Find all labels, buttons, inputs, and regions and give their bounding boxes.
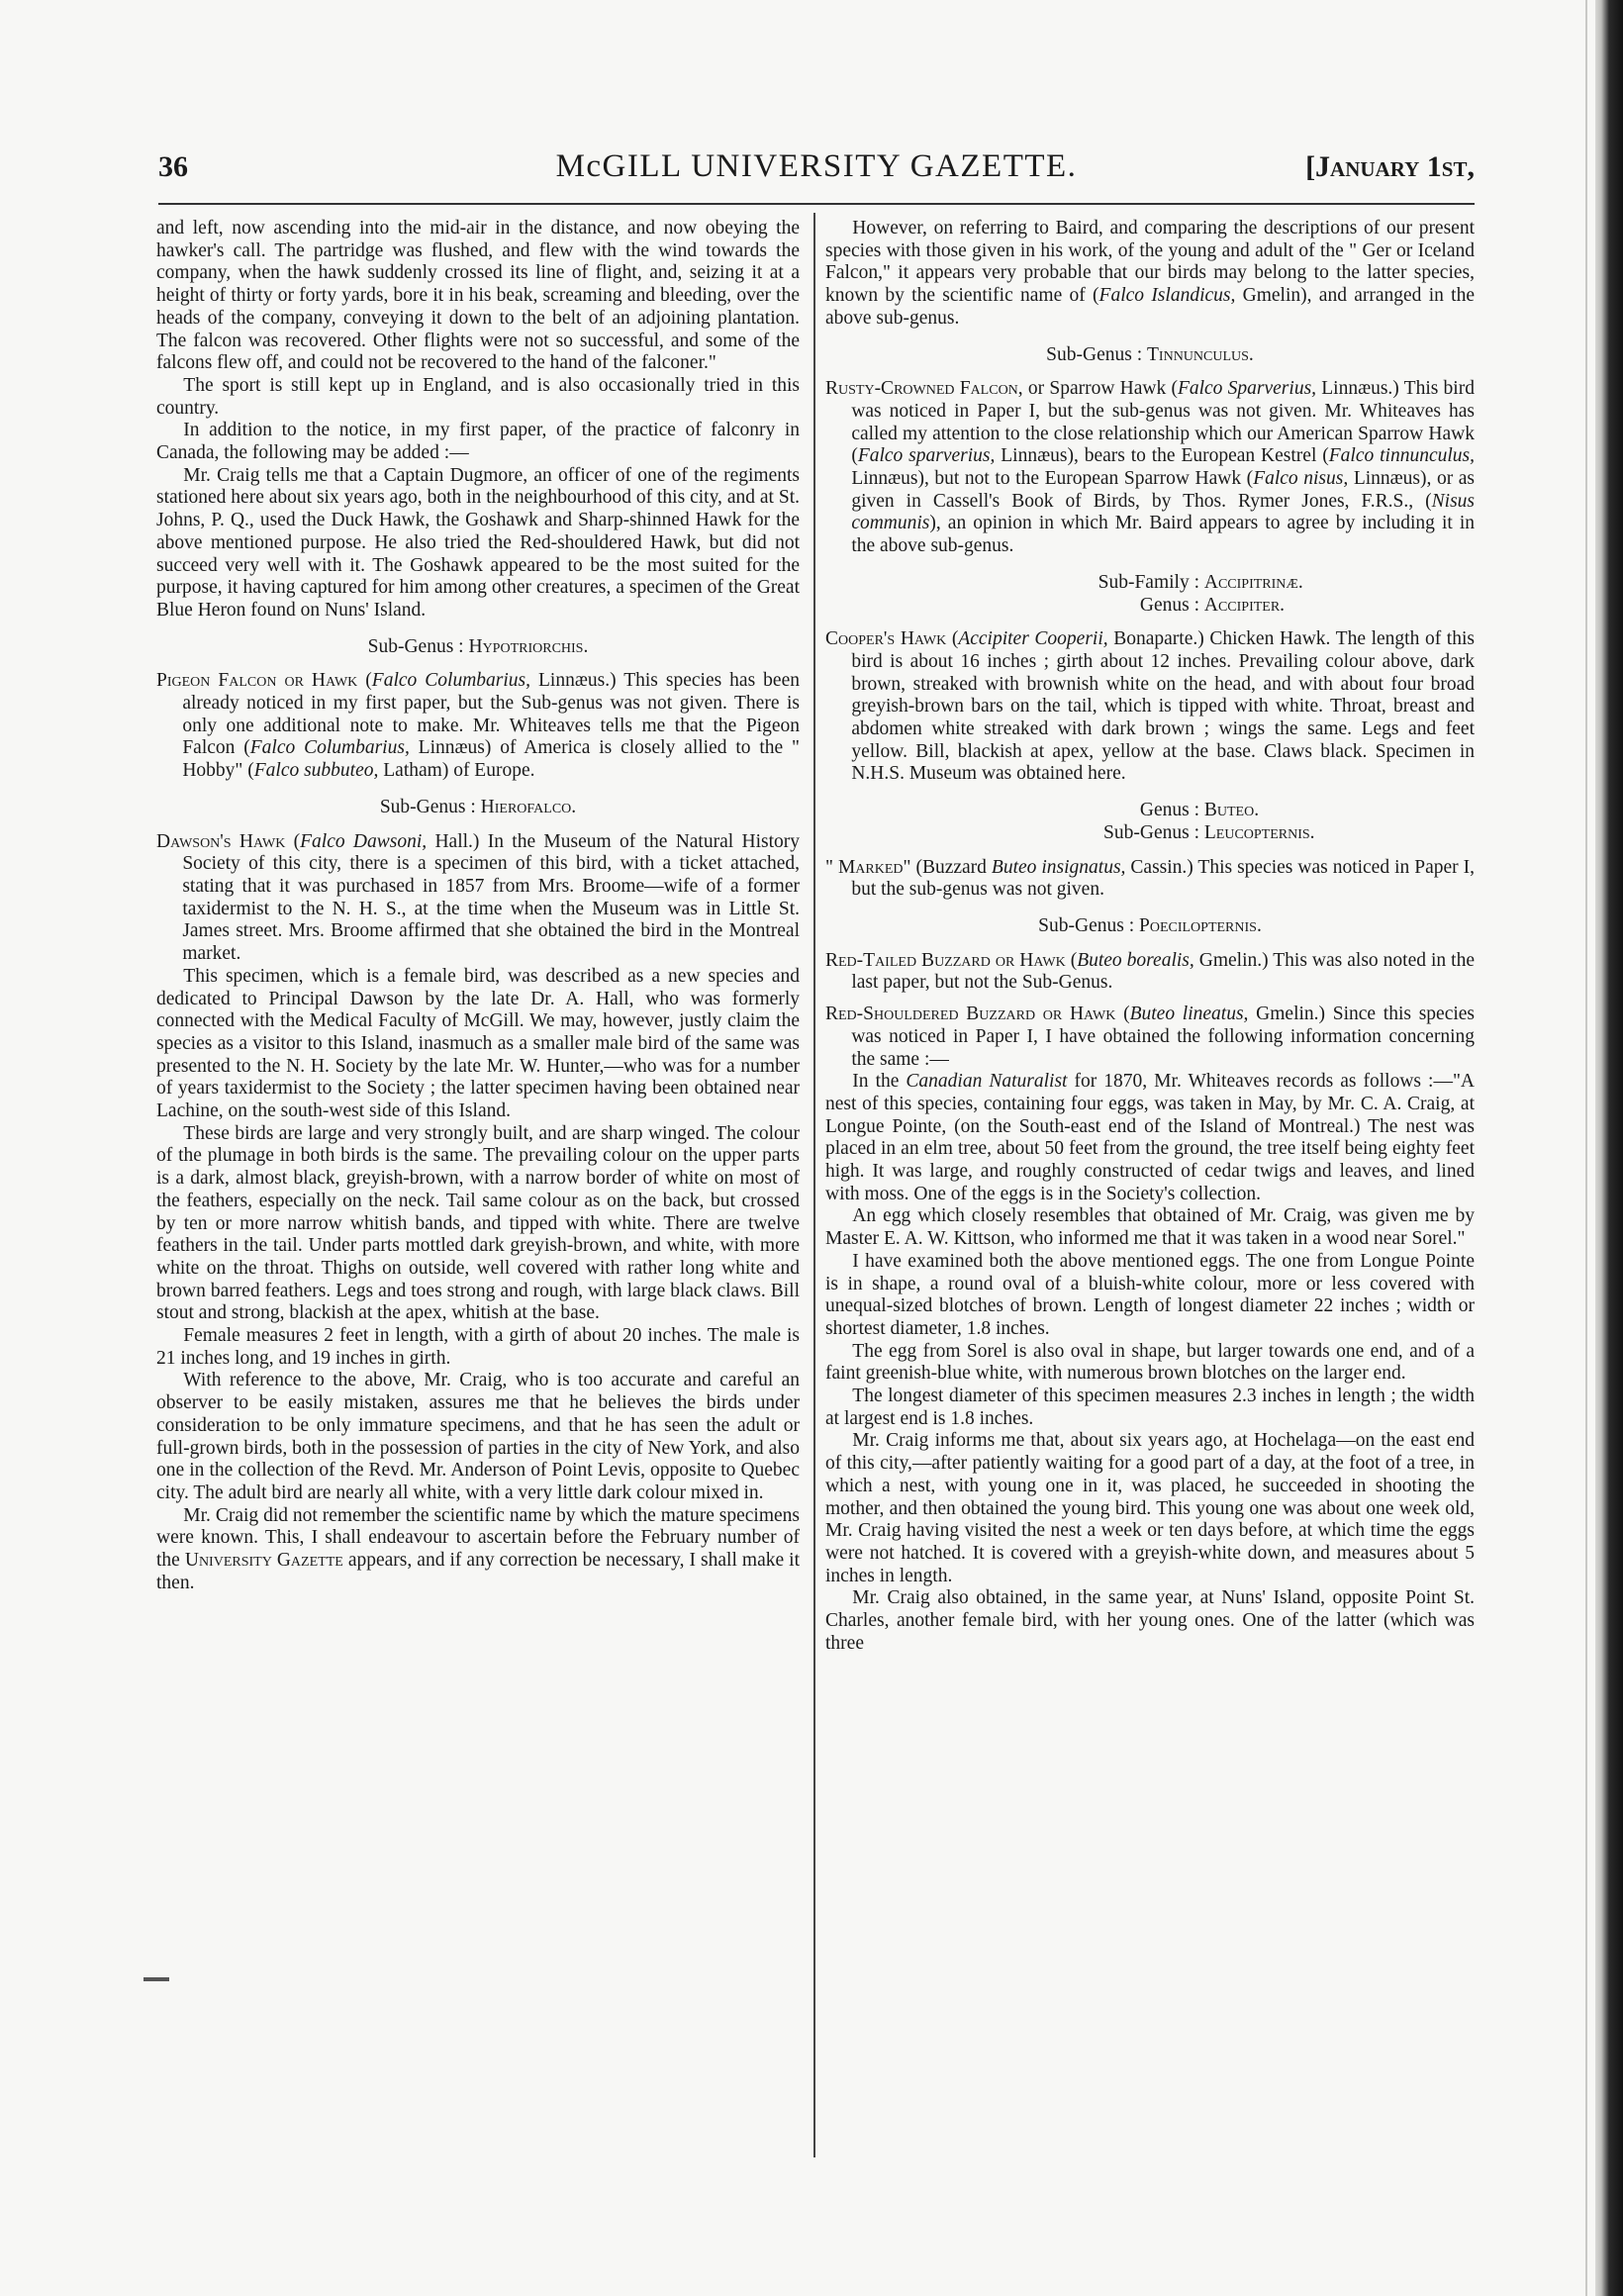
subgenus-label: Sub-Genus : [367,635,464,657]
subgenus-heading [156,797,800,819]
taxonomy-block [825,800,1475,844]
text-run: ), an opinion in which Mr. Baird appears to agree by including it in the above sub-genus. [851,513,1475,557]
paragraph: I have examined both the above mentioned eggs. The one from Longue Pointe is in shape, a round oval of a bluish-white colour, more or less covered with unequal-sized blotches of brown. Length of longest diameter 22 inches ; width or shortest diameter, 1.8 inches. [825,1250,1475,1339]
paragraph [825,218,1475,331]
subgenus-label: Sub-Genus : [1038,914,1135,936]
paragraph: Female measures 2 feet in length, with a girth of about 20 inches. The male is 21 inches long, and 19 inches in girth. [156,1325,800,1369]
subgenus-name: Hierofalco. [480,796,577,817]
paragraph: An egg which closely resembles that obtained of Mr. Craig, was given me by Master E. A. W. Kittson, who informed me that it was taken in a wood near Sorel." [825,1205,1475,1250]
publication-name: Canadian Naturalist [906,1071,1068,1093]
text-run: Gmelin.) Since this species was noticed in Paper I, I have obtained the following information concerning the same :— [851,1004,1475,1070]
species-heading: Cooper's Hawk [825,628,947,650]
subgenus-name: Tinnunculus. [1147,343,1254,365]
text-run: Gmelin.) This was also noted in the last paper, but not the Sub-Genus. [851,949,1475,994]
subgenus-heading [825,915,1475,938]
genus-heading [1031,595,1475,618]
genus-name: Accipiter. [1203,594,1286,616]
paragraph [156,1505,800,1595]
subgenus-label: Sub-Genus : [379,796,476,817]
scientific-name: Falco tinnunculus, [1328,445,1475,467]
text-run: Linnæus) of America is closely allied to the " Hobby" ( [182,737,800,782]
paragraph [825,1071,1475,1205]
page-edge-shadow [1595,0,1623,2296]
text-run: Bonaparte.) Chicken Hawk. The length of this bird is about 16 inches ; girth about 12 inches. Prevailing colour above, dark brown, streaked with brownish white on the head, and with about four broad greyish-brown bars on the tail, which is tipped with white. Throat, breast and abdomen white streaked with dark brown ; wings the same. Legs and feet yellow. Bill, blackish at apex, yellow at the base. Claws black. Specimen in N.H.S. Museum was obtained here. [851,628,1475,785]
text-run: Cassin.) This species was noticed in Paper I, but the sub-genus was not given. [851,856,1475,901]
text-run: However, on referring to Baird, and comparing the descriptions of our present species with those given in his work, of the young and adult of the " Ger or Iceland Falcon," it appears very probable that our birds may belong to the latter species, known by the scientific name of ( [825,218,1475,307]
text-run: ( [357,670,372,692]
genus-heading [1031,800,1475,822]
header-rule [158,203,1475,205]
paragraph: The longest diameter of this specimen measures 2.3 inches in length ; the width at largest end is 1.8 inches. [825,1386,1475,1429]
paragraph: Mr. Craig informs me that, about six years ago, at Hochelaga—on the east end of this city,—after patiently waiting for a good part of a day, at the foot of a tree, in which a nest, with young one in it, was placed, he succeeded in shooting the mother, and then obtained the young bird. This young one was about one week old, Mr. Craig having visited the nest a week or ten days before, at which time the eggs were not hatched. It is covered with a greyish-white down, and measures about 5 inches in length. [825,1430,1475,1586]
text-run: appears, and if any correction be necessary, I shall make it then. [156,1550,800,1593]
paragraph: In addition to the notice, in my first paper, of the practice of falconry in Canada, the following may be added :— [156,420,800,464]
subfamily-label: Sub-Family : [1098,571,1199,593]
species-heading: Red-Shouldered Buzzard or Hawk [825,1004,1116,1025]
text-run: or Sparrow Hawk ( [1022,378,1178,400]
subgenus-name: Leucopternis. [1203,821,1315,843]
paragraph: Mr. Craig tells me that a Captain Dugmore, an officer of one of the regiments stationed here about six years ago, both in the neighbourhood of this city, and at St. Johns, P. Q., used the Duck Hawk, the Goshawk and Sharp-shinned Hawk for the above mentioned purpose. He also tried the Red-shouldered Hawk, but did not succeed very well with it. The Goshawk appeared to be the most suited for the purpose, it having captured for him among other creatures, a specimen of the Great Blue Heron found on Nuns' Island. [156,464,800,621]
scientific-name: Falco Columbarius, [249,737,410,759]
text-run: ( [946,628,959,650]
text-run: Hall.) In the Museum of the Natural History Society of this city, there is a specimen of this bird, with a ticket attached, stating that it was purchased in 1857 from Mrs. Broome—wife of a former taxidermist to the N. H. S., at the time when the Museum was in Little St. James street. Mrs. Broome affirmed that she obtained the bird in the Montreal market. [182,830,800,965]
paragraph: These birds are large and very strongly built, and are sharp winged. The colour of the plumage in both birds is the same. The prevailing colour on the upper parts is a dark, almost black, greyish-brown, with a narrow border of white on most of the feathers, especially on the neck. Tail same colour as on the back, but crossed by ten or more narrow whitish bands, and tipped with white. There are twelve feathers in the tail. Under parts mottled dark greyish-brown, and white, with more white on the throat. Thighs on outside, well covered with rather long white and brown barred feathers. Legs and toes strong and rough, with large black claws. Bill stout and strong, blackish at the apex, whitish at the base. [156,1122,800,1324]
species-heading: Rusty-Crowned Falcon, [825,378,1023,400]
column-divider [813,213,815,2157]
scientific-name: Buteo lineatus, [1129,1004,1249,1025]
page-header [158,148,1475,192]
text-run: Gmelin), and arranged in the above sub-genus. [825,285,1475,329]
scientific-name: Falco Islandicus, [1098,285,1236,307]
subgenus-name: Poecilopternis. [1139,914,1262,936]
paragraph: This specimen, which is a female bird, was described as a new species and dedicated to Principal Dawson by the late Dr. A. Hall, who was formerly connected with the Medical Faculty of McGill. We may, however, justly claim the species as a visitor to this Island, inasmuch as a smaller male bird of the same was presented to the N. H. Society by the late Mr. W. Hunter,—who was for a number of years taxidermist to the Society ; the latter specimen having been obtained near Lachine, on the south-west side of this Island. [156,965,800,1122]
text-run: Linnæus), but not to the European Sparrow Hawk ( [851,468,1254,490]
paragraph: Mr. Craig also obtained, in the same year, at Nuns' Island, opposite Point St. Charles, another female bird, with her young ones. One of the latter (which was three [825,1587,1475,1654]
species-heading: Pigeon Falcon or Hawk [156,670,358,692]
scientific-name: Falco nisus, [1253,468,1349,490]
text-run: (Buzzard [910,856,992,878]
scientific-name: Falco Columbarius, [371,670,531,692]
paragraph: and left, now ascending into the mid-air in the distance, and now obeying the hawker's call. The partridge was flushed, and flew with the wind towards the company, when the hawk suddenly crossed its line of flight, and, seizing it at a height of thirty or forty yards, bore it in his beak, screaming and bleeding, over the heads of the company, conveying it down to the belt of an adjoining plantation. The falcon was recovered. Other flights were not so successful, and some of the falcons flew off, and could not be recovered to the hand of the falconer." [156,218,800,374]
text-run: Linnæus), bears to the European Kestrel ( [995,445,1329,467]
text-run: In the [852,1071,907,1093]
species-heading: Dawson's Hawk [156,830,286,852]
subgenus-heading [1031,822,1475,845]
subgenus-heading [825,344,1475,367]
journal-title: McGILL UNIVERSITY GAZETTE. [555,148,1078,184]
page-number: 36 [158,150,188,183]
species-entry [156,670,800,783]
subfamily-name: Accipitrinæ. [1203,571,1303,593]
genus-label: Genus : [1139,594,1199,616]
scientific-name: Falco Sparverius, [1177,378,1317,400]
genus-name: Buteo. [1203,800,1260,821]
page-edge-line [1585,0,1587,2296]
right-column [825,218,1475,2148]
scientific-name: Nisus communis [851,490,1475,534]
species-heading: " Marked" [825,856,911,878]
species-entry [825,1004,1475,1071]
subgenus-name: Hypotriorchis. [468,635,589,657]
text-run: Linnæus.) This bird was noticed in Paper I, but the sub-genus was not given. Mr. Whiteaves has called my attention to the close relationship which our American Sparrow Hawk ( [851,378,1475,467]
species-entry [825,950,1475,995]
paragraph: The sport is still kept up in England, and is also occasionally tried in this country. [156,374,800,419]
text-run: This species has been already noticed in my first paper, but the Sub-genus was not given. There is only one additional note to make. Mr. Whiteaves tells me that the Pigeon Falcon ( [182,670,800,759]
subfamily-heading [1031,572,1475,595]
paragraph: With reference to the above, Mr. Craig, who is too accurate and careful an observer to be easily mistaken, assures me that he believes the birds under consideration to be only immature specimens, and that he has seen the adult or full-grown birds, both in the possession of parties in the city of New York, and also one in the collection of the Revd. Mr. Anderson of Point Levis, opposite to Quebec city. The adult bird are nearly all white, with a very little dark colour mixed in. [156,1370,800,1503]
subgenus-heading [156,636,800,659]
taxonomy-block [825,572,1475,617]
scientific-name: Accipiter Cooperii, [958,628,1108,650]
subgenus-label: Sub-Genus : [1103,821,1199,843]
scientific-name: Falco sparverius, [857,445,996,467]
text-run: for 1870, Mr. Whiteaves records as follows :—"A nest of this species, containing four eggs, was taken in May, by Mr. C. A. Craig, at Longue Pointe, (on the South-east end of the Island of Montreal.) The nest was placed in an elm tree, about 50 feet from the ground, the tree itself being eighty feet high. It was large, and roughly constructed of cedar twigs and leaves, and lined with moss. One of the eggs is in the Society's collection. [825,1071,1475,1204]
scientific-name: Buteo insignatus, [991,856,1126,878]
species-heading: Red-Tailed Buzzard or Hawk [825,949,1066,971]
species-entry [825,857,1475,902]
species-entry [156,831,800,966]
issue-date: [January 1st, [1305,150,1475,183]
species-entry [825,378,1475,558]
scientific-name: Buteo borealis, [1077,949,1194,971]
text-run: ( [1115,1004,1130,1025]
scientific-name: Falco subbuteo, [253,760,379,782]
subgenus-label: Sub-Genus : [1046,343,1143,365]
scientific-name: Falco Dawsoni, [300,830,428,852]
text-run: ( [1065,949,1078,971]
genus-label: Genus : [1139,800,1199,821]
species-entry [825,628,1475,786]
text-run: Mr. Craig did not remember the scientific name by which the mature specimens were known. This, I shall endeavour to ascertain before the February number of the [156,1504,800,1572]
publication-name: University Gazette [184,1550,343,1572]
text-run: ( [285,830,301,852]
paragraph: The egg from Sorel is also oval in shape, but larger towards one end, and of a faint greenish-blue white, with numerous brown blotches on the larger end. [825,1340,1475,1385]
text-run: Latham) of Europe. [378,760,535,782]
text-run: Linnæus), or as given in Cassell's Book of Birds, by Thos. Rymer Jones, F.R.S., ( [851,468,1475,512]
text-run: Linnæus.) [530,670,617,692]
left-column [156,218,800,2148]
